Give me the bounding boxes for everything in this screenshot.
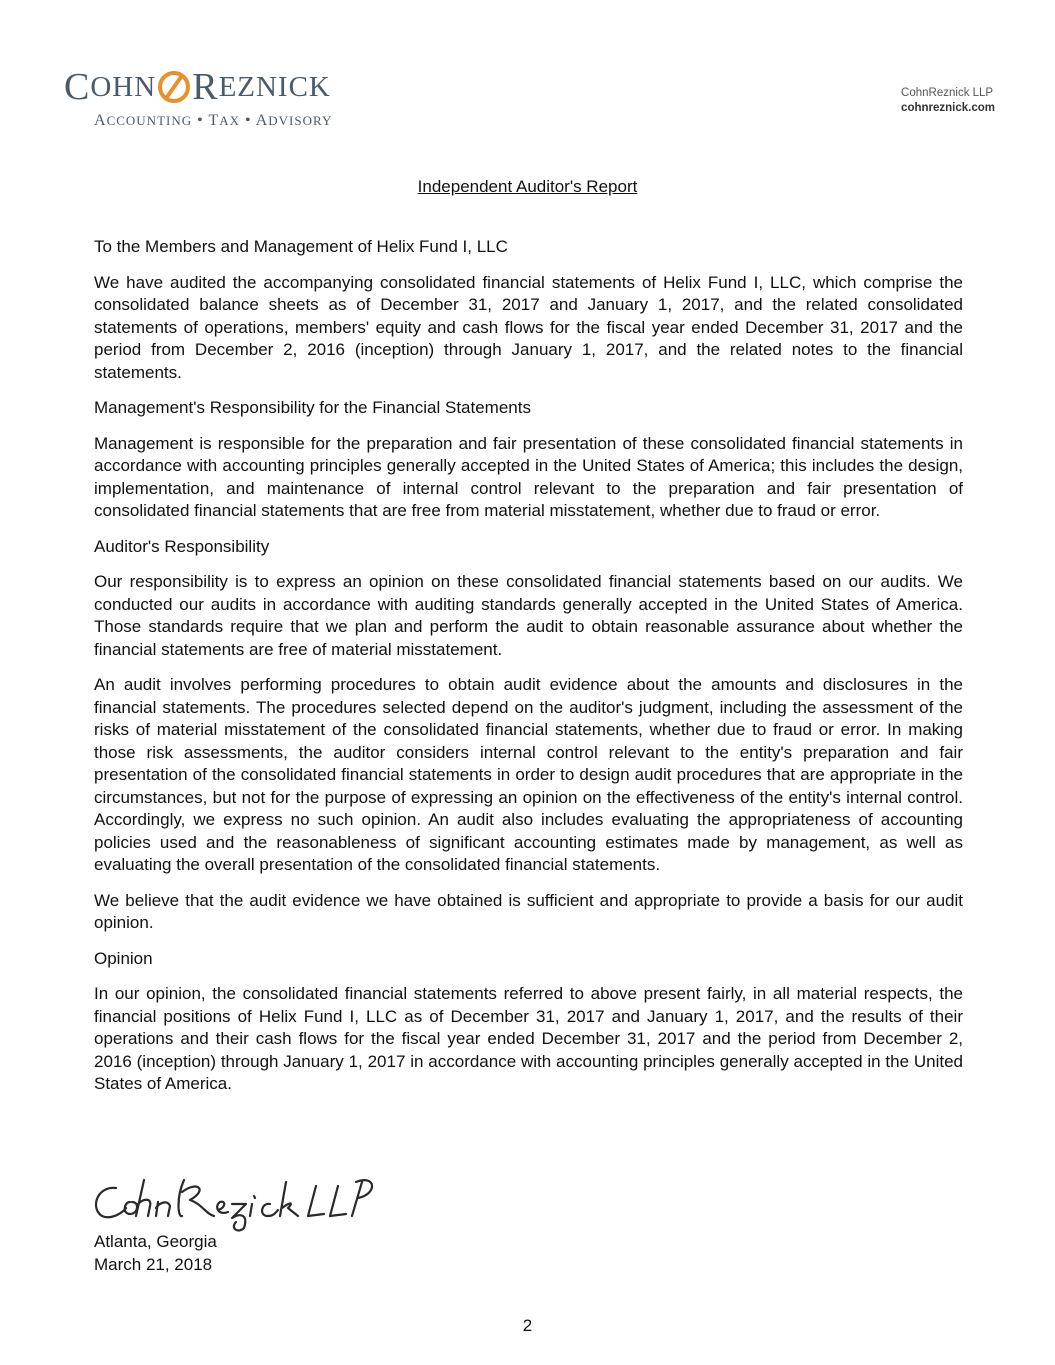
firm-url: cohnreznick.com [901, 102, 995, 114]
page-number: 2 [522, 1316, 533, 1335]
report-title: Independent Auditor's Report [417, 177, 638, 196]
intro-paragraph: We have audited the accompanying consolidated financial statements of Helix Fund I, LLC, which comprise the consolidated balance sheets as of December 31, 2017 and January 1, 2017, and the related consolidated statements of operations, members' equity and cash flows for the fiscal year ended December 31, 2017 and the period from December 2, 2016 (inception) through January 1, 2017, and the related notes to the financial statements. [94, 272, 963, 382]
report-date: March 21, 2018 [94, 1254, 213, 1274]
logo-tagline: ACCOUNTING • TAX • ADVISORY [94, 112, 333, 129]
location: Atlanta, Georgia [94, 1232, 217, 1251]
auditor-paragraph-3: We believe that the audit evidence we have obtained is sufficient and appropriate to provide a basis for our audit opinion. [94, 890, 963, 932]
auditor-paragraph-2: An audit involves performing procedures to obtain audit evidence about the amounts and disclosures in the financial statements. The procedures selected depend on the auditor's judgment, including the assessment of the risks of material misstatement of the consolidated financial statements, whether due to fraud or error. In making those risk assessments, the auditor considers internal control relevant to the entity's preparation and fair presentation of the consolidated financial statements in order to design audit procedures that are appropriate in the circumstances, but not for the purpose of expressing an opinion on the effectiveness of the entity's internal control. Accordingly, we express no such opinion. An audit also includes evaluating the appropriateness of accounting policies used and the reasonableness of significant accounting estimates made by management, as well as evaluating the overall presentation of the consolidated financial statements. [94, 675, 963, 874]
firm-name: CohnReznick LLP [901, 87, 994, 99]
logo-mark-icon [157, 70, 191, 104]
management-paragraph: Management is responsible for the preparation and fair presentation of these consolidated financial statements in accordance with accounting principles generally accepted in the United States of America; this includes the design, implementation, and maintenance of internal control relevant to the preparation and fair presentation of consolidated financial statements that are free from material misstatement, whether due to fraud or error. [94, 433, 963, 520]
salutation: To the Members and Management of Helix Fund I, LLC [94, 237, 508, 256]
opinion-paragraph: In our opinion, the consolidated financial statements referred to above present fairly, in all material respects, the financial positions of Helix Fund I, LLC as of December 31, 2017 and January 1, 2017, and the results of their operations and their cash flows for the fiscal year ended December 31, 2017 and the period from December 2, 2016 (inception) through January 1, 2017 in accordance with accounting principles generally accepted in the United States of America. [94, 984, 963, 1093]
logo-wordmark: C OHN R EZNICK [64, 66, 331, 108]
opinion-heading: Opinion [94, 948, 153, 968]
signature-block [94, 1231, 217, 1276]
report-body [94, 236, 963, 1109]
auditor-heading: Auditor's Responsibility [94, 536, 270, 556]
handwritten-signature [86, 1172, 406, 1234]
firm-contact-block [901, 86, 995, 116]
management-heading: Management's Responsibility for the Financial Statements [94, 398, 531, 417]
auditor-paragraph-1: Our responsibility is to express an opinion on these consolidated financial statements based on our audits. We conducted our audits in accordance with auditing standards generally accepted in the United States of America. Those standards require that we plan and perform the audit to obtain reasonable assurance about whether the financial statements are free of material misstatement. [94, 572, 963, 659]
company-logo [64, 68, 394, 130]
